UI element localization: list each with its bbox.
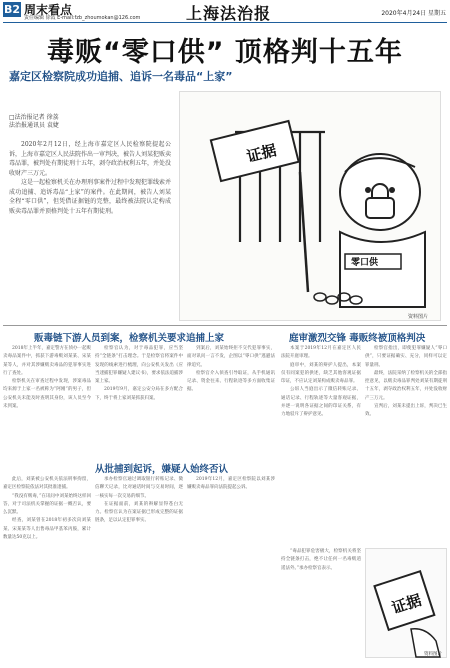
section1-col-1	[3, 345, 91, 457]
body-paragraph: 在证据面前，刘某的辩解显得苍白无力。检察官认为在案证据已形成完整的证据链条，足以认定犯罪事实。	[95, 501, 183, 524]
body-paragraph: “毒品犯罪危害极大，检察机关将坚持全链条打击，绝不让任何一名毒贩逍遥法外。”承办检察官表示。	[281, 549, 361, 571]
section3-col-3	[281, 548, 361, 664]
editor-line: 责任编辑 徐霞 E-mail:fzb_zhoumokan@126.com	[24, 15, 141, 21]
plate-label: 零口供	[351, 258, 379, 268]
body-paragraph: 庭审中，刘某的辩护人提出，本案仅有同案犯的供述，缺乏其他客观证据印证，不应认定刘某构成贩卖毒品罪。	[281, 362, 361, 385]
body-paragraph: 公诉人当庭出示了微信转账记录、通话记录、行程轨迹等大量客观证据，并逐一说明各证据之间的印证关系，有力地驳斥了辩护意见。	[281, 387, 361, 418]
body-paragraph: 本案于2019年12月在嘉定区人民法院开庭审理。	[281, 346, 361, 360]
lead-text	[9, 140, 171, 216]
byline-reporter: □法治报记者 徐荔	[9, 114, 59, 121]
page-number: B2	[3, 3, 21, 16]
body-paragraph: 检察官介入侦查引导取证，从手机通讯记录、资金往来、行程轨迹等多方面收集证据。	[187, 370, 275, 393]
body-paragraph: 检察官指出，即使犯罪嫌疑人“零口供”，只要证据确实、充分，同样可以定罪量刑。	[365, 346, 447, 368]
handcuffed-suspect-illustration	[180, 92, 442, 322]
body-paragraph: 检察官认为，对于毒品犯罪，应当坚持“全链条”打击理念。于是检察官将案件中发现的线索进行梳理，向公安机关发出《应当逮捕犯罪嫌疑人建议书》，要求依法追捕涉案上家。	[95, 346, 183, 385]
lead-paragraph: 这是一起检察机关在办理刑事案件过程中发现犯罪线索并成功追捕、追诉毒品“上家”的案件。在此期间，被告人刘某全程“零口供”，但凭借证据链的完整，最终被法院认定构成贩卖毒品罪并顶格判处十五年有期徒刑。	[9, 179, 172, 215]
illustration	[179, 91, 441, 321]
body-paragraph: 2019年9月，嘉定公安分局在多方配合下，终于将上家刘某抓获归案。	[95, 387, 183, 401]
section2-col-2	[95, 476, 183, 664]
section2-col-1	[3, 476, 91, 664]
issue-date: 2020年4月24日 星期五	[381, 10, 446, 17]
body-paragraph: 最终，法院采纳了检察机关的全部指控意见，以贩卖毒品罪判处刘某有期徒刑十五年，剥夺政治权利五年，并处没收财产三万元。	[365, 370, 447, 401]
padlock-icon	[366, 198, 394, 218]
evidence-sign-label: 证据	[244, 141, 279, 166]
body-paragraph: 2019年12月，嘉定区检察院以刘某涉嫌贩卖毒品罪向法院提起公诉。	[187, 477, 275, 491]
byline-correspondent: 法治报通讯员 袁婕	[9, 122, 59, 129]
evidence-hand-illustration	[366, 549, 448, 659]
subheadline: 嘉定区检察院成功追捕、追诉一名毒品“上家”	[9, 70, 233, 83]
byline	[9, 114, 59, 130]
body-paragraph: 此后，刘某被公安机关依法刑事拘留，嘉定区检察院依法对其批准逮捕。	[3, 477, 91, 491]
mid-rule	[3, 325, 447, 326]
section2-col-3	[187, 476, 275, 664]
body-paragraph: 经查，刘某曾在2018年初多次向刘某某、宋某某等人出售毒品甲基苯丙胺，累计数量达50克以上。	[3, 518, 91, 541]
body-paragraph: 宣判后，刘某未提出上诉，判决已生效。	[365, 404, 447, 418]
evidence-card-label: 证据	[389, 590, 424, 618]
section2-title: 从批捕到起诉，嫌疑人始终否认	[95, 464, 229, 475]
section3-col-2	[365, 345, 447, 545]
evidence-photo	[365, 548, 447, 658]
section3-title: 庭审激烈交锋 毒贩终被顶格判决	[289, 333, 426, 344]
lead-paragraph: 2020年2月12日，经上海市嘉定区人民检察院提起公诉，上海市嘉定区人民法院作出一审判决，被告人刘某犯贩卖毒品罪，被判处有期徒刑十五年，剥夺政治权利五年，并处没收财产三万元。	[9, 141, 172, 177]
body-paragraph: 承办检察官通过调取银行转账记录、微信聊天记录，比对通话时间与交易时间，逐一核实每一次交易的细节。	[95, 477, 183, 499]
masthead: 上海法治报	[186, 4, 272, 23]
page-header	[0, 0, 450, 22]
section1-col-3	[187, 345, 275, 457]
suspect-figure-icon	[340, 154, 425, 307]
body-paragraph: 2018年上半年，嘉定警方在侦办一起贩卖毒品案件中，抓获下游毒贩刘某某、宋某某等人，并对其涉嫌贩卖毒品的犯罪事实进行了查处。	[3, 346, 91, 376]
section1-col-2	[95, 345, 183, 457]
body-paragraph: “我没有贩毒，”在讯问中刘某始终这样回答，对于司法机关掌握的证据一概否认，要么沉默。	[3, 493, 91, 516]
photo-credit: 资料图片	[408, 314, 429, 320]
section1-title: 贩毒链下游人员到案，检察机关要求追捕上家	[34, 333, 225, 344]
section3-col-1	[281, 345, 361, 545]
section-name: 周末看点	[24, 3, 73, 17]
headline: 毒贩“零口供” 顶格判十五年	[47, 37, 403, 68]
header-rule	[3, 22, 447, 23]
body-paragraph: 到案后，刘某始终拒不交代犯罪事实，面对讯问一言不发，企图以“零口供”逃避法律追究。	[187, 346, 275, 368]
photo-credit: 资料图片	[424, 652, 442, 657]
body-paragraph: 检察机关在审查过程中发现，涉案毒品均来源于上家一名被称为“阿刚”的男子，但公安机关未能及时查明其身份，该人员至今未到案。	[3, 379, 91, 410]
